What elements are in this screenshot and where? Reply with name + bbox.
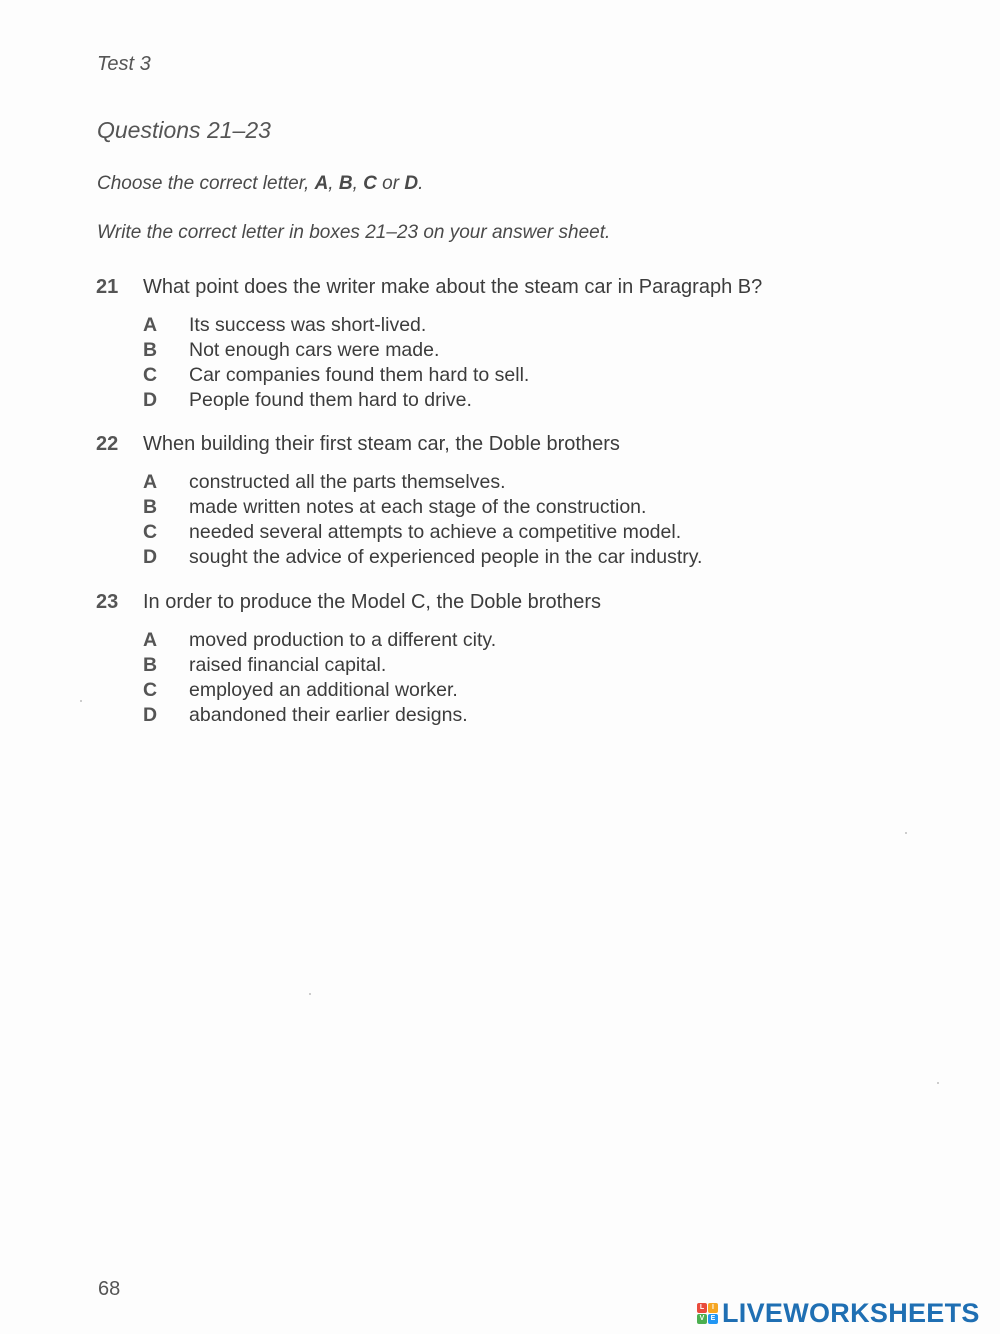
test-label: Test 3 [97, 53, 151, 75]
option-b[interactable] [143, 338, 916, 363]
option-a[interactable] [143, 313, 916, 338]
question-23 [96, 589, 916, 728]
option-letter: B [143, 496, 158, 518]
scan-speck [905, 832, 907, 834]
option-text: employed an additional worker. [189, 679, 458, 701]
option-list [143, 313, 916, 413]
option-a[interactable] [143, 470, 916, 495]
instruction-letter: D [404, 173, 419, 194]
option-text: Car companies found them hard to sell. [189, 364, 530, 386]
option-a[interactable] [143, 628, 916, 653]
option-letter: A [143, 471, 158, 493]
option-list [143, 470, 916, 570]
question-21 [96, 274, 916, 413]
instruction-text: . [418, 173, 424, 194]
section-title: Questions 21–23 [97, 117, 271, 143]
logo-tile: I [708, 1303, 718, 1313]
option-letter: D [143, 389, 158, 411]
question-text: When building their first steam car, the Doble brothers [143, 433, 620, 455]
question-number: 23 [96, 591, 119, 613]
logo-tile: V [697, 1314, 707, 1324]
page-number: 68 [98, 1278, 121, 1300]
question-text: In order to produce the Model C, the Doble brothers [143, 591, 602, 613]
option-text: Not enough cars were made. [189, 339, 440, 361]
option-c[interactable] [143, 678, 916, 703]
option-text: needed several attempts to achieve a competitive model. [189, 521, 682, 543]
option-b[interactable] [143, 653, 916, 678]
option-text: Its success was short-lived. [189, 314, 427, 336]
liveworksheets-brand[interactable] [697, 1298, 980, 1328]
question-stem [96, 274, 916, 300]
option-letter: B [143, 654, 158, 676]
scan-speck [937, 1082, 939, 1084]
option-text: made written notes at each stage of the construction. [189, 496, 647, 518]
brand-name: LIVEWORKSHEETS [722, 1297, 980, 1328]
question-stem [96, 589, 916, 615]
option-c[interactable] [143, 363, 916, 388]
option-text: raised financial capital. [189, 654, 387, 676]
question-text: What point does the writer make about the steam car in Paragraph B? [143, 276, 763, 298]
question-22 [96, 431, 916, 570]
scan-speck [309, 993, 311, 995]
option-letter: D [143, 546, 158, 568]
instruction-text: Choose the correct letter, [97, 173, 315, 194]
option-text: People found them hard to drive. [189, 389, 472, 411]
question-number: 22 [96, 433, 119, 455]
option-text: moved production to a different city. [189, 629, 497, 651]
option-letter: C [143, 679, 158, 701]
instruction-separator: or [376, 173, 405, 194]
instruction-separator: , [352, 173, 364, 194]
instruction-letter: A [314, 173, 329, 194]
option-letter: C [143, 521, 158, 543]
liveworksheets-logo-icon [697, 1303, 718, 1324]
instruction-separator: , [328, 173, 339, 194]
option-d[interactable] [143, 703, 916, 728]
option-letter: D [143, 704, 158, 726]
option-b[interactable] [143, 495, 916, 520]
option-letter: A [143, 314, 158, 336]
option-letter: C [143, 364, 158, 386]
option-list [143, 628, 916, 728]
logo-tile: L [697, 1303, 707, 1313]
instruction-letter: C [363, 173, 377, 194]
instruction-choose-letter [97, 173, 423, 195]
option-letter: B [143, 339, 158, 361]
instruction-letter: B [338, 173, 353, 194]
option-text: abandoned their earlier designs. [189, 704, 468, 726]
question-number: 21 [96, 276, 119, 298]
option-d[interactable] [143, 545, 916, 570]
option-text: sought the advice of experienced people in the car industry. [189, 546, 703, 568]
option-d[interactable] [143, 388, 916, 413]
option-text: constructed all the parts themselves. [189, 471, 506, 493]
scan-speck [80, 700, 82, 702]
option-letter: A [143, 629, 158, 651]
instruction-answer-sheet: Write the correct letter in boxes 21–23 on your answer sheet. [97, 222, 611, 243]
logo-tile: E [708, 1314, 718, 1324]
question-stem [96, 431, 916, 457]
option-c[interactable] [143, 520, 916, 545]
